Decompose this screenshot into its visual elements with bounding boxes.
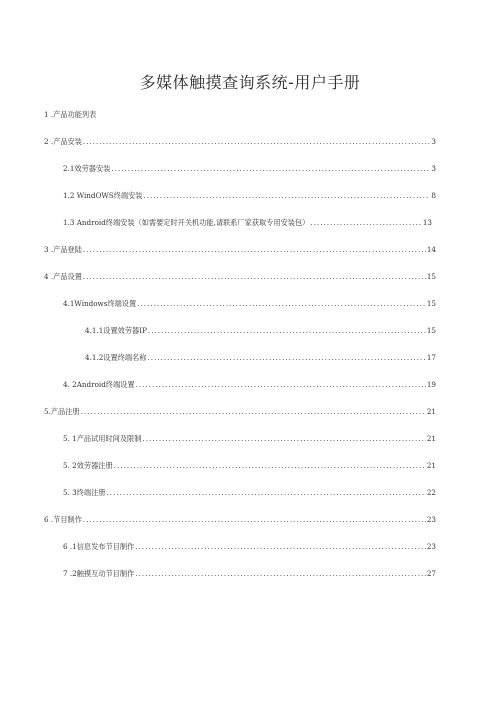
toc-leader-dots (83, 515, 426, 525)
toc-entry-label: 2.1效劳器安装 (63, 164, 111, 173)
toc-leader-dots (310, 218, 422, 228)
toc-leader-dots (135, 569, 426, 579)
toc-leader-dots (83, 272, 426, 282)
toc-entry-page: 19 (426, 380, 436, 389)
toc-entry-page: 21 (426, 461, 436, 470)
toc-entry-page: 23 (426, 515, 436, 524)
toc-entry-label: 3 .产品登陆 (44, 245, 82, 254)
toc-leader-dots (142, 434, 425, 444)
toc-leader-dots (83, 137, 431, 147)
toc-leader-dots (111, 164, 430, 174)
toc-entry-set-server-ip[interactable] (85, 326, 436, 336)
toc-entry-terminal-registration[interactable] (63, 488, 436, 498)
toc-entry-trial-time-limits[interactable] (63, 434, 436, 444)
toc-entry-page: 23 (426, 542, 436, 551)
toc-leader-dots (147, 353, 425, 363)
toc-entry-product-settings[interactable] (44, 272, 436, 282)
toc-entry-label: 4.1.1设置效劳器IP (85, 326, 147, 335)
toc-leader-dots (106, 488, 425, 498)
toc-leader-dots (143, 191, 430, 201)
toc-leader-dots (83, 245, 426, 255)
toc-entry-label: 1.2 WindOWS终端安装 (63, 191, 143, 200)
document-title: 多媒体触摸查询系统-用户手册 (139, 73, 361, 92)
toc-entry-page: 21 (426, 434, 436, 443)
toc-entry-label: 4 .产品设置 (44, 272, 82, 281)
toc-entry-program-production[interactable] (44, 515, 436, 525)
toc-entry-label: 1 .产品功能列表 (44, 110, 97, 119)
toc-entry-label: 6 .1信息发布节目制作 (63, 542, 135, 551)
toc-entry-label: 1.3 Android终端安装（如需要定时开关机功能,请联系厂家获取专用安装包） (63, 218, 310, 227)
toc-entry-page: 21 (426, 407, 436, 416)
toc-entry-label: 4.1.2设置终端名称 (85, 353, 147, 362)
toc-entry-page: 15 (426, 299, 436, 308)
toc-entry-product-features[interactable] (44, 110, 436, 120)
toc-entry-label: 5. 2效劳器注册 (63, 461, 113, 470)
toc-entry-page: 14 (426, 245, 436, 254)
toc-leader-dots (136, 380, 426, 390)
toc-entry-label: 4. 2Android终端设置 (63, 380, 135, 389)
toc-leader-dots (81, 407, 426, 417)
toc-entry-page: 3 (431, 137, 436, 146)
toc-entry-page: 13 (422, 218, 432, 227)
toc-entry-label: 6 .节目制作 (44, 515, 82, 524)
toc-entry-page: 17 (426, 353, 436, 362)
toc-leader-dots (114, 461, 426, 471)
toc-entry-set-terminal-name[interactable] (85, 353, 436, 363)
toc-entry-label: 4.1Windows终端设置 (63, 299, 137, 308)
toc-entry-info-publish-program[interactable] (63, 542, 436, 552)
toc-entry-label: 2 .产品安装 (44, 137, 82, 146)
toc-entry-label: 5. 3终端注册 (63, 488, 106, 497)
toc-leader-dots (135, 542, 426, 552)
toc-entry-label: 5.产品注册 (44, 407, 80, 416)
toc-entry-page: 3 (431, 164, 436, 173)
toc-entry-page: 8 (431, 191, 436, 200)
toc-leader-dots (148, 326, 426, 336)
toc-entry-android-terminal-settings[interactable] (63, 380, 436, 390)
toc-entry-product-registration[interactable] (44, 407, 436, 417)
toc-entry-label: 7 .2触摸互动节目制作 (63, 569, 135, 578)
toc-entry-product-login[interactable] (44, 245, 436, 255)
toc-entry-touch-interactive-program[interactable] (63, 569, 436, 579)
toc-entry-server-install[interactable] (63, 164, 436, 174)
toc-entry-label: 5. 1产品试用时间及限制 (63, 434, 142, 443)
toc-entry-page: 15 (426, 272, 436, 281)
toc-entry-windows-terminal-install[interactable] (63, 191, 436, 201)
toc-entry-page: 15 (426, 326, 436, 335)
toc-leader-dots (137, 299, 426, 309)
toc-entry-windows-terminal-settings[interactable] (63, 299, 436, 309)
toc-entry-android-terminal-install[interactable] (63, 218, 432, 228)
toc-entry-page: 27 (426, 569, 436, 578)
toc-entry-product-install[interactable] (44, 137, 436, 147)
toc-entry-server-registration[interactable] (63, 461, 436, 471)
toc-entry-page: 22 (426, 488, 436, 497)
